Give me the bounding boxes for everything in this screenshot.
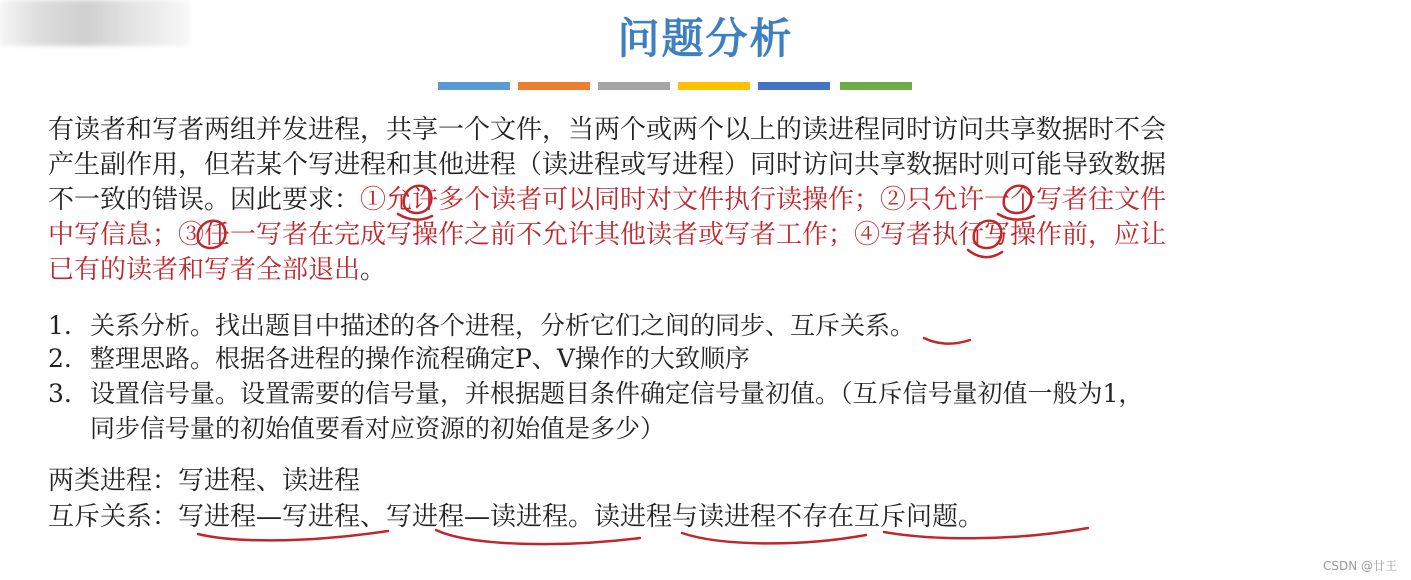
strip-segment-5 [758, 82, 830, 90]
intro-line-5-period: 。 [360, 255, 387, 285]
process-types-line: 两类进程：写进程、读进程 [48, 466, 361, 496]
slide-title: 问题分析 [617, 14, 794, 63]
step-number: 3. [48, 379, 72, 408]
requirement-4-end: 已有的读者和写者全部退出 [48, 255, 361, 285]
step-text: 整理思路。根据各进程的操作流程确定P、V操作的大致顺序 [90, 344, 750, 373]
intro-line-4: 中写信息；③任一写者在完成写操作之前不允许其他读者或写者工作；④写者执行写操作前，应让 [48, 220, 1167, 250]
step-item-2 [48, 343, 750, 374]
step-text: 设置信号量。设置需要的信号量，并根据题目条件确定信号量初值。（互斥信号量初值一般为1， [90, 379, 1144, 408]
strip-segment-6 [840, 82, 912, 90]
underline-mutex [924, 338, 970, 344]
strip-segment-2 [518, 82, 590, 90]
mutex-relation-line: 互斥关系：写进程—写进程、写进程—读进程。读进程与读进程不存在互斥问题。 [48, 502, 985, 532]
intro-line-1: 有读者和写者两组并发进程，共享一个文件，当两个或两个以上的读进程同时访问共享数据时不会 [48, 115, 1167, 145]
strip-segment-3 [598, 82, 670, 90]
intro-line-2: 产生副作用，但若某个写进程和其他进程（读进程或写进程）同时访问共享数据时则可能导致数据 [48, 150, 1167, 180]
intro-line-3 [48, 183, 1368, 217]
step-item-1 [48, 310, 915, 341]
underline-read-read [682, 533, 866, 543]
step-number: 2. [48, 344, 72, 373]
csdn-watermark: CSDN @廿王 [1322, 559, 1397, 573]
intro-line-5 [48, 253, 1368, 287]
strip-segment-4 [678, 82, 750, 90]
strip-segment-1 [438, 82, 510, 90]
intro-line-3-black: 不一致的错误。因此要求： [48, 185, 361, 215]
requirement-1-2: ①允许多个读者可以同时对文件执行读操作；②只允许一个写者往文件 [360, 185, 1167, 215]
step-number: 1. [48, 311, 72, 340]
step-item-3 [48, 378, 1143, 409]
step-item-3-continuation: 同步信号量的初始值要看对应资源的初始值是多少） [90, 414, 666, 443]
step-text: 关系分析。找出题目中描述的各个进程，分析它们之间的同步、互斥关系。 [90, 311, 916, 340]
